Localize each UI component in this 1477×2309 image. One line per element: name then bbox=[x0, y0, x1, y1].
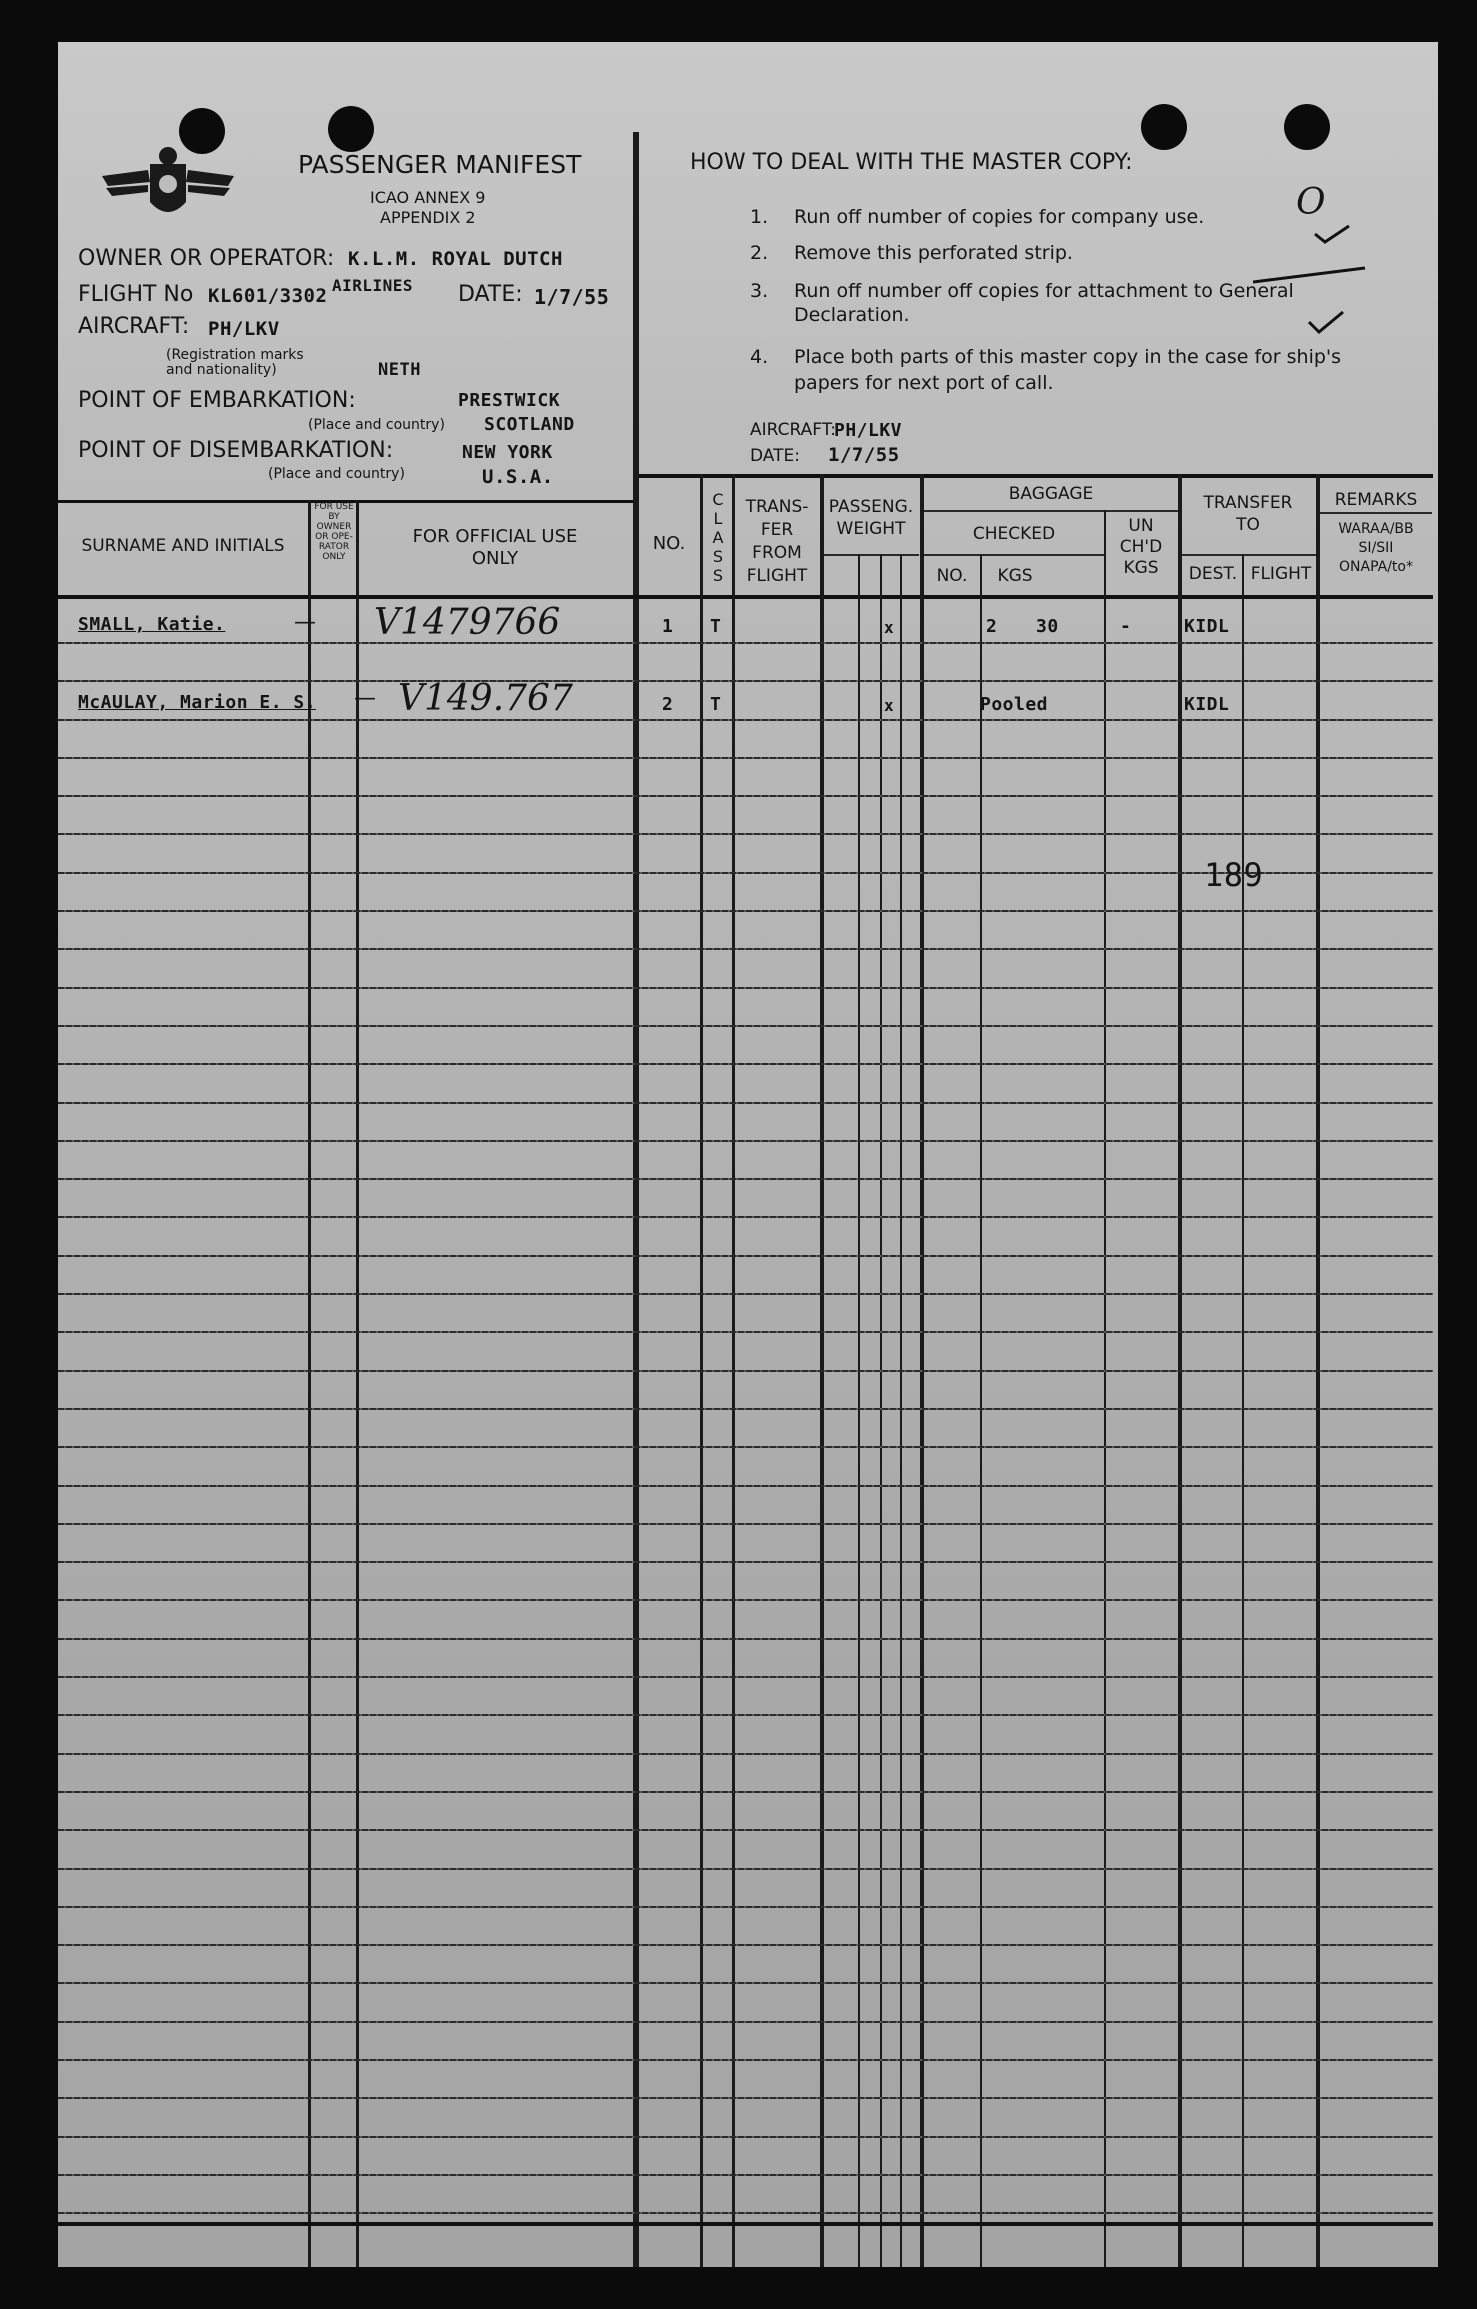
owner-value: K.L.M. ROYAL DUTCH bbox=[348, 248, 563, 270]
flight-label: FLIGHT No bbox=[78, 282, 194, 307]
row-rule bbox=[58, 1906, 1433, 1908]
row-rule bbox=[58, 948, 1433, 950]
row-rule bbox=[58, 680, 1433, 682]
registration-note-2: and nationality) bbox=[166, 362, 277, 378]
transfer-sub-line bbox=[1182, 554, 1316, 556]
owner-mark: — bbox=[354, 686, 376, 711]
row-rule bbox=[58, 1561, 1433, 1563]
embark-label: POINT OF EMBARKATION: bbox=[78, 388, 356, 413]
header-transfer-to: TRANSFER TO bbox=[1203, 493, 1293, 535]
row-rule bbox=[58, 833, 1433, 835]
manifest-sheet bbox=[58, 42, 1438, 2267]
header-bottom-line bbox=[58, 595, 1433, 599]
instruction-num-1: 1. bbox=[750, 206, 769, 228]
instruction-3: Run off number off copies for attachment to General bbox=[794, 280, 1294, 302]
checked-sub-line bbox=[924, 554, 1104, 556]
row-rule bbox=[58, 1063, 1433, 1065]
row-weight: x bbox=[884, 696, 895, 715]
header-remarks: REMARKS bbox=[1334, 490, 1418, 510]
row-rule bbox=[58, 1485, 1433, 1487]
row-rule bbox=[58, 1178, 1433, 1180]
owner-label: OWNER OR OPERATOR: bbox=[78, 246, 335, 271]
punch-hole bbox=[328, 106, 374, 152]
date-value: 1/7/55 bbox=[534, 285, 610, 309]
instruction-num-2: 2. bbox=[750, 242, 769, 264]
row-rule bbox=[58, 987, 1433, 989]
registration-note: (Registration marks bbox=[166, 347, 304, 363]
row-rule bbox=[58, 1523, 1433, 1525]
official-ticket: V149.767 bbox=[398, 678, 573, 719]
row-rule bbox=[58, 2097, 1433, 2099]
row-bag-kgs: 30 bbox=[1036, 616, 1059, 637]
owner-mark: — bbox=[294, 610, 316, 635]
baggage-sub-line bbox=[924, 510, 1178, 512]
header-checked-no: NO. bbox=[936, 566, 968, 586]
row-rule bbox=[58, 2021, 1433, 2023]
row-rule bbox=[58, 1370, 1433, 1372]
row-class: T bbox=[710, 616, 722, 637]
col-line bbox=[858, 554, 860, 2267]
row-rule bbox=[58, 1829, 1433, 1831]
official-ticket: V1479766 bbox=[374, 602, 561, 643]
registration-value: NETH bbox=[378, 360, 421, 380]
header-dest: DEST. bbox=[1188, 564, 1238, 584]
instruction-num-4: 4. bbox=[750, 346, 769, 368]
page-number: 189 bbox=[1204, 856, 1264, 894]
row-weight: x bbox=[884, 618, 895, 637]
col-line bbox=[980, 554, 982, 2267]
disembark-label: POINT OF DISEMBARKATION: bbox=[78, 438, 394, 463]
header-unchecked: UN CH'D KGS bbox=[1119, 516, 1163, 578]
header-class: C L A S S bbox=[712, 490, 724, 585]
handwritten-mark: O bbox=[1296, 182, 1326, 223]
row-rule bbox=[58, 2174, 1433, 2176]
center-divider bbox=[633, 132, 639, 2267]
embark-note: (Place and country) bbox=[308, 417, 445, 433]
header-transfer-from: TRANS- FER FROM FLIGHT bbox=[745, 497, 809, 586]
row-bag-no: 2 bbox=[986, 616, 998, 637]
col-line bbox=[880, 554, 882, 2267]
owner-value-2: AIRLINES bbox=[332, 276, 414, 295]
row-rule bbox=[58, 1868, 1433, 1870]
instruction-3-cont: Declaration. bbox=[794, 304, 910, 326]
instruction-num-3: 3. bbox=[750, 280, 769, 302]
instruction-4: Place both parts of this master copy in the case for ship's bbox=[794, 346, 1342, 368]
aircraft-value: PH/LKV bbox=[208, 318, 280, 340]
instruction-4-cont: papers for next port of call. bbox=[794, 372, 1054, 394]
instr-date-label: DATE: bbox=[750, 446, 800, 466]
disembark-value: NEW YORK bbox=[462, 442, 553, 463]
annex-label: ICAO ANNEX 9 bbox=[370, 188, 486, 207]
row-no: 1 bbox=[662, 616, 674, 637]
row-rule bbox=[58, 1944, 1433, 1946]
header-owner-use: FOR USE BY OWNER OR OPE- RATOR ONLY bbox=[314, 502, 354, 562]
instr-date-value: 1/7/55 bbox=[828, 444, 900, 466]
row-rule bbox=[58, 642, 1433, 644]
row-rule bbox=[58, 2059, 1433, 2061]
row-rule bbox=[58, 1255, 1433, 1257]
klm-logo-icon bbox=[98, 142, 238, 232]
punch-hole bbox=[1141, 104, 1187, 150]
col-line bbox=[1242, 554, 1244, 2267]
passenger-name: SMALL, Katie. bbox=[78, 614, 226, 635]
row-rule bbox=[58, 1982, 1433, 1984]
instr-aircraft-value: PH/LKV bbox=[834, 420, 903, 441]
col-line bbox=[308, 500, 311, 2267]
header-checked: CHECKED bbox=[972, 524, 1056, 544]
appendix-label: APPENDIX 2 bbox=[380, 208, 476, 227]
row-rule bbox=[58, 1216, 1433, 1218]
row-rule bbox=[58, 757, 1433, 759]
row-rule bbox=[58, 1408, 1433, 1410]
row-rule bbox=[58, 795, 1433, 797]
instructions-heading: HOW TO DEAL WITH THE MASTER COPY: bbox=[690, 150, 1133, 175]
row-rule bbox=[58, 2212, 1433, 2214]
row-rule bbox=[58, 1599, 1433, 1601]
aircraft-label: AIRCRAFT: bbox=[78, 314, 190, 339]
col-line bbox=[900, 554, 902, 2267]
row-rule bbox=[58, 1446, 1433, 1448]
header-flight: FLIGHT bbox=[1250, 564, 1312, 584]
header-remarks-codes: WARAA/BB SI/SII ONAPA/to* bbox=[1338, 521, 1414, 575]
row-rule bbox=[58, 1753, 1433, 1755]
disembark-note: (Place and country) bbox=[268, 466, 405, 482]
row-rule bbox=[58, 1676, 1433, 1678]
punch-hole bbox=[1284, 104, 1330, 150]
row-rule bbox=[58, 1638, 1433, 1640]
row-dest: KIDL bbox=[1184, 616, 1230, 637]
header-baggage: BAGGAGE bbox=[1008, 484, 1094, 504]
table-bottom-line bbox=[58, 2222, 1433, 2226]
row-rule bbox=[58, 1025, 1433, 1027]
row-rule bbox=[58, 2136, 1433, 2138]
header-surname: SURNAME AND INITIALS bbox=[81, 536, 285, 556]
row-rule bbox=[58, 1293, 1433, 1295]
header-checked-kgs: KGS bbox=[997, 566, 1033, 586]
header-official-use: FOR OFFICIAL USE ONLY bbox=[412, 526, 578, 569]
flight-value: KL601/3302 bbox=[208, 285, 328, 307]
row-rule bbox=[58, 1331, 1433, 1333]
instr-aircraft-label: AIRCRAFT: bbox=[750, 420, 836, 440]
embark-value-2: SCOTLAND bbox=[484, 414, 575, 435]
embark-value: PRESTWICK bbox=[458, 390, 561, 411]
col-line bbox=[1104, 510, 1106, 2267]
col-line bbox=[356, 500, 359, 2267]
header-weight: PASSENG. WEIGHT bbox=[828, 497, 914, 539]
instruction-1: Run off number of copies for company use. bbox=[794, 206, 1205, 228]
instruction-2: Remove this perforated strip. bbox=[794, 242, 1073, 264]
row-rule bbox=[58, 910, 1433, 912]
row-unchecked: - bbox=[1120, 616, 1132, 637]
header-no: NO. bbox=[652, 533, 686, 554]
check-marks-icon bbox=[1253, 212, 1373, 352]
row-bag-no: Pooled bbox=[980, 694, 1049, 715]
disembark-value-2: U.S.A. bbox=[482, 466, 554, 488]
row-rule bbox=[58, 1140, 1433, 1142]
remarks-sub-line bbox=[1320, 512, 1432, 514]
form-title: PASSENGER MANIFEST bbox=[298, 150, 582, 179]
row-class: T bbox=[710, 694, 722, 715]
row-no: 2 bbox=[662, 694, 674, 715]
passenger-name: McAULAY, Marion E. S. bbox=[78, 692, 317, 713]
row-rule bbox=[58, 1714, 1433, 1716]
weight-sub-line bbox=[823, 554, 919, 556]
right-header-top-line bbox=[639, 474, 1433, 478]
date-label: DATE: bbox=[458, 282, 523, 307]
row-rule bbox=[58, 719, 1433, 721]
row-rule bbox=[58, 1791, 1433, 1793]
row-rule bbox=[58, 1102, 1433, 1104]
row-dest: KIDL bbox=[1184, 694, 1230, 715]
